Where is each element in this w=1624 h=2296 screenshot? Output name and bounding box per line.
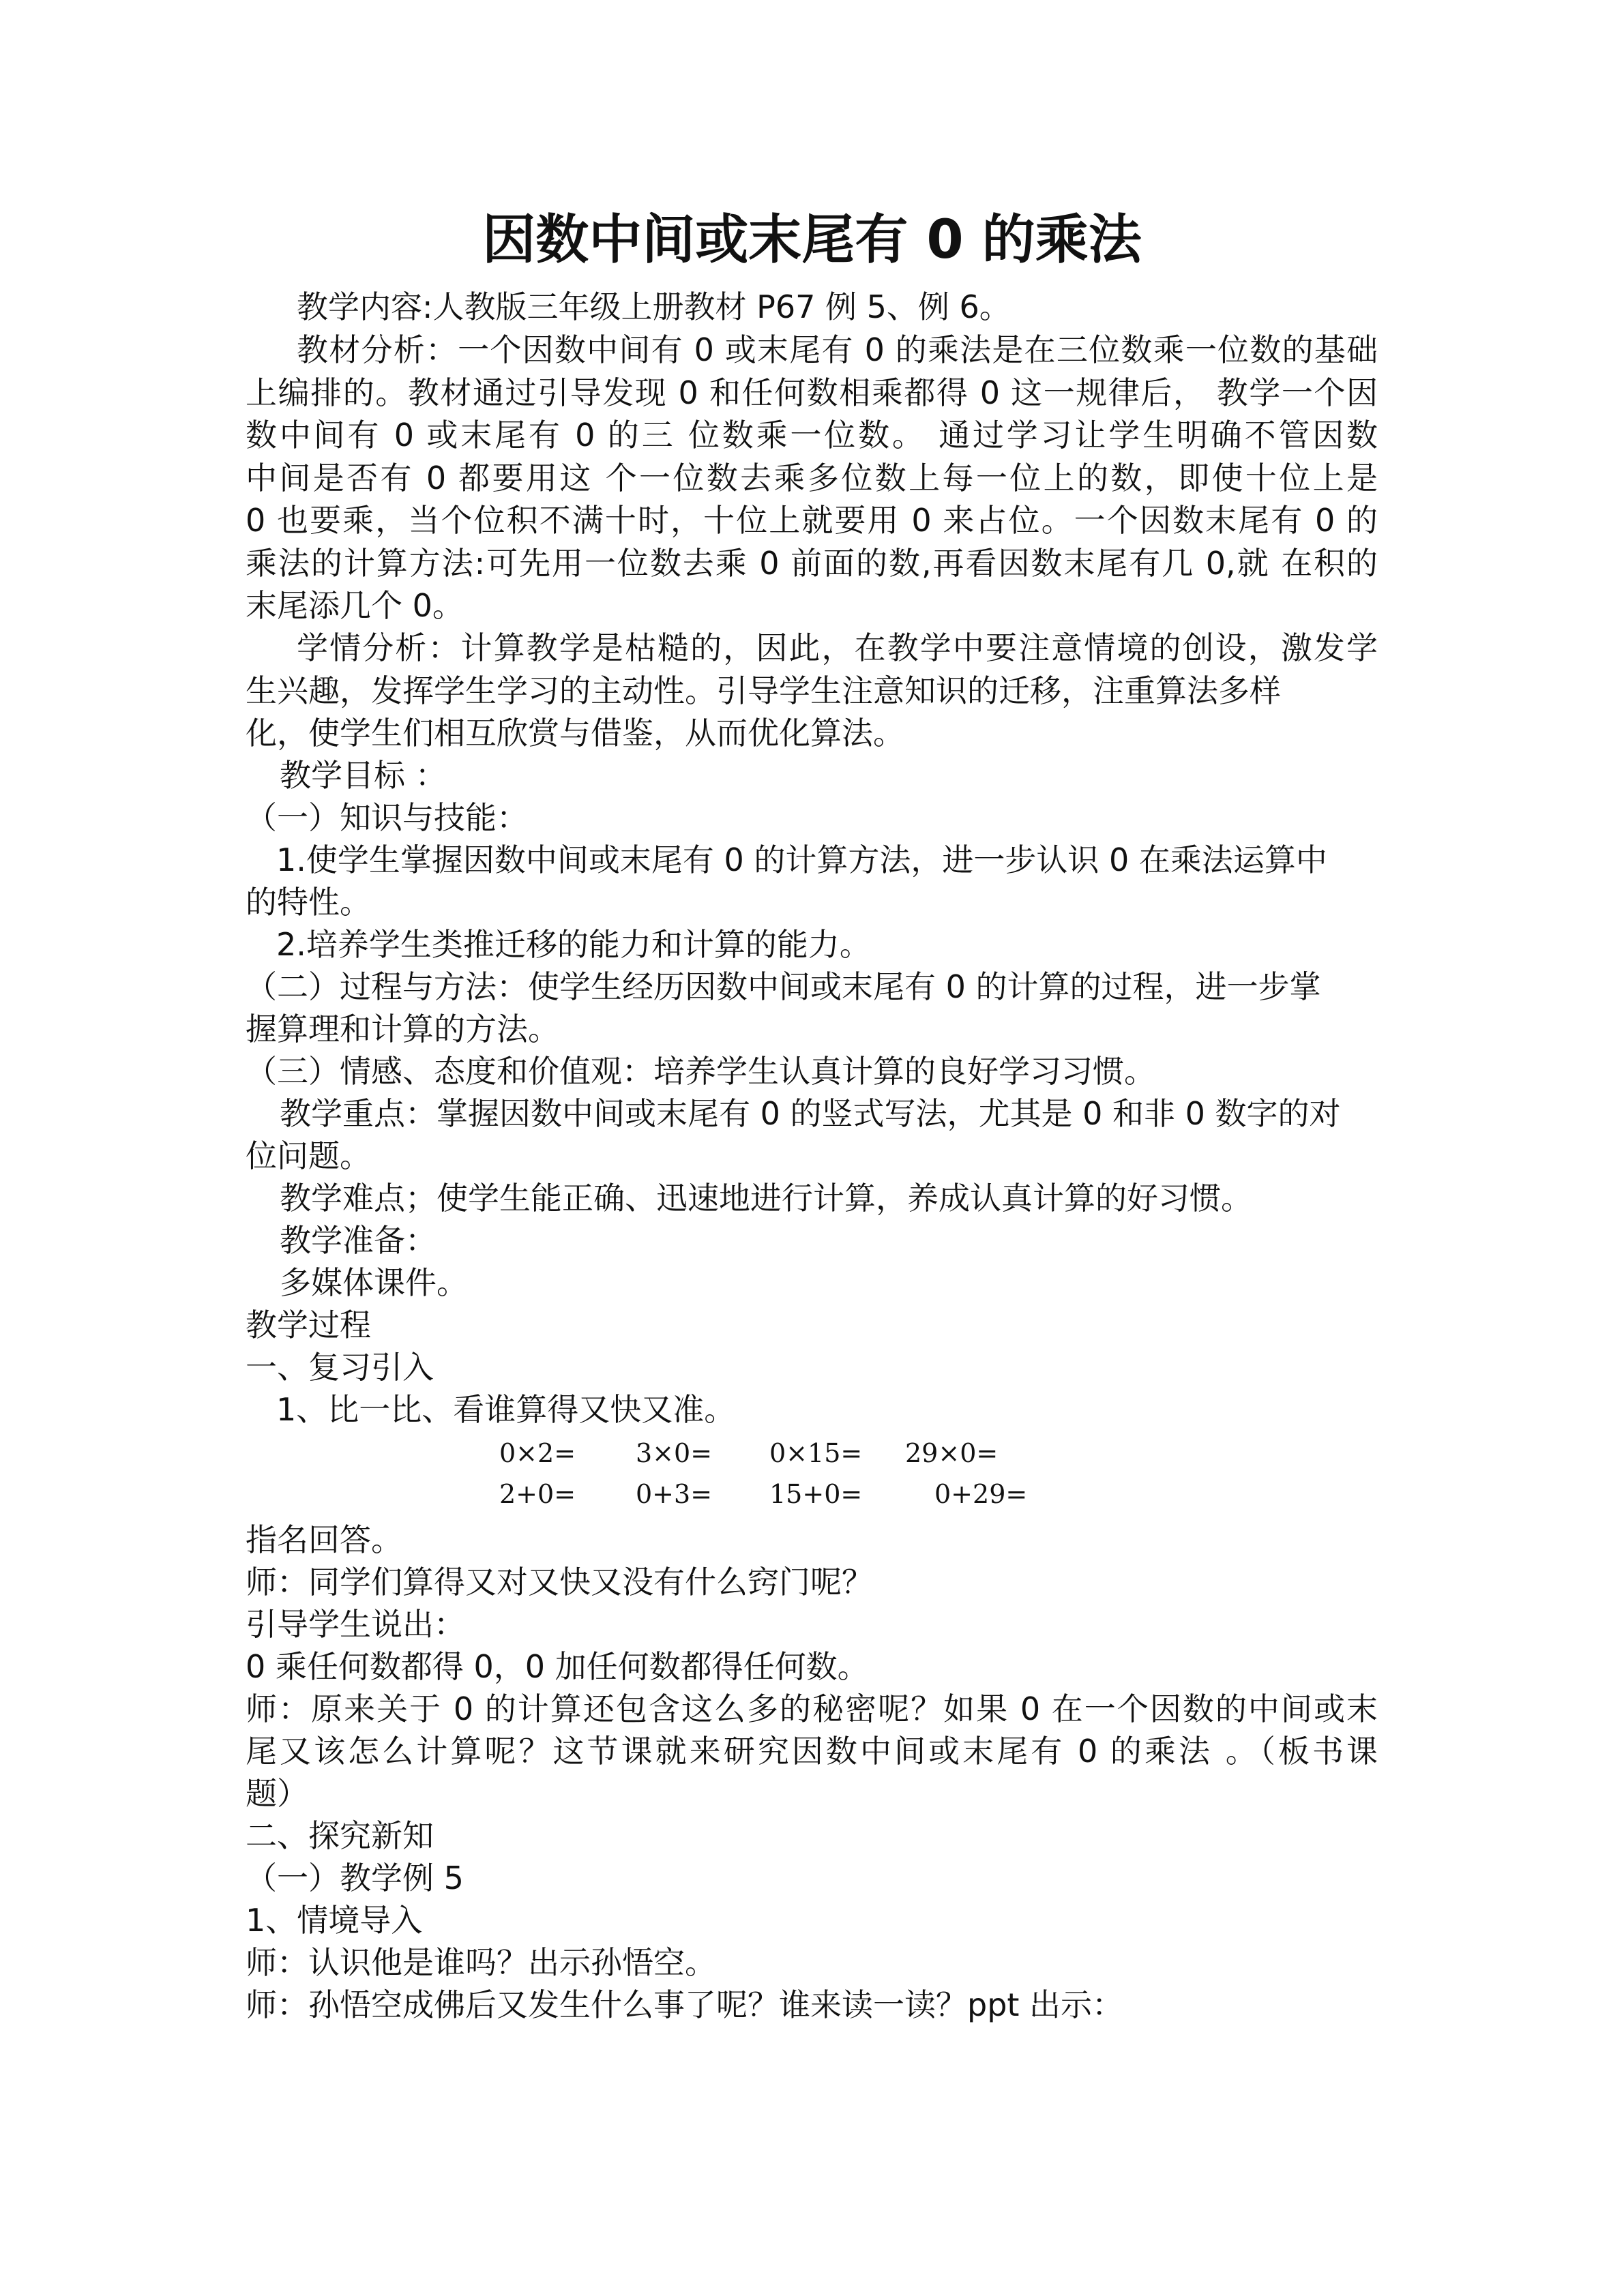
text-line: 教学目标 ： xyxy=(280,757,447,794)
text-line: （一）教学例 5 xyxy=(246,1860,464,1896)
text-line: 2.培养学生类推迁移的能力和计算的能力。 xyxy=(276,926,871,963)
section-heading: 二、探究新知 xyxy=(246,1817,434,1854)
text-line: （三）情感、态度和价值观：培养学生认真计算的良好学习习惯。 xyxy=(246,1053,1155,1090)
section-heading: 一、复习引入 xyxy=(246,1349,434,1386)
text-line: 尾又该怎么计算呢？这节课就来研究因数中间或末尾有 0 的乘法 。（板书课 xyxy=(246,1733,1378,1770)
section-heading: 教学过程 xyxy=(246,1307,371,1343)
text-line: 师：认识他是谁吗？出示孙悟空。 xyxy=(246,1944,716,1981)
text-line: 握算理和计算的方法。 xyxy=(246,1011,559,1047)
text-line: 指名回答。 xyxy=(246,1521,402,1558)
text-line: 引导学生说出： xyxy=(246,1606,465,1643)
text-line: 教学难点；使学生能正确、迅速地进行计算，养成认真计算的好习惯。 xyxy=(280,1180,1252,1217)
text-line: 数中间有 0 或末尾有 0 的三 位数乘一位数。 通过学习让学生明确不管因数 xyxy=(246,417,1378,453)
exercise-item: 29×0= xyxy=(905,1438,999,1468)
page-title: 因数中间或末尾有 0 的乘法 xyxy=(482,209,1142,271)
text-line: 生兴趣，发挥学生学习的主动性。引导学生注意知识的迁移，注重算法多样 xyxy=(246,672,1281,709)
exercise-item: 0×2= xyxy=(499,1438,576,1468)
text-line: 教学重点：掌握因数中间或末尾有 0 的竖式写法，尤其是 0 和非 0 数字的对 xyxy=(280,1095,1341,1132)
text-line: 中间是否有 0 都要用这 个一位数去乘多位数上每一位上的数，即使十位上是 xyxy=(246,460,1378,496)
exercise-item: 2+0= xyxy=(499,1479,576,1509)
exercise-item: 0+29= xyxy=(934,1479,1028,1509)
text-line: 乘法的计算方法:可先用一位数去乘 0 前面的数,再看因数末尾有几 0,就 在积的 xyxy=(246,545,1378,582)
text-line: 教材分析：一个因数中间有 0 或末尾有 0 的乘法是在三位数乘一位数的基础 xyxy=(297,331,1378,368)
text-line: 末尾添几个 0。 xyxy=(246,587,464,624)
text-line: 教学准备： xyxy=(280,1222,437,1259)
text-line: 多媒体课件。 xyxy=(280,1264,468,1301)
exercise-item: 15+0= xyxy=(769,1479,863,1509)
text-line: 教学内容:人教版三年级上册教材 P67 例 5、例 6。 xyxy=(297,288,1011,325)
text-line: 0 乘任何数都得 0，0 加任何数都得任何数。 xyxy=(246,1648,869,1685)
text-line: 0 也要乘，当个位积不满十时，十位上就要用 0 来占位。一个因数末尾有 0 的 xyxy=(246,502,1378,539)
text-line: 位问题。 xyxy=(246,1137,371,1174)
text-line: 师：同学们算得又对又快又没有什么窍门呢？ xyxy=(246,1564,873,1600)
text-line: （一）知识与技能： xyxy=(246,799,528,836)
text-line: 1、比一比、看谁算得又快又准。 xyxy=(276,1391,736,1428)
text-line: 1.使学生掌握因数中间或末尾有 0 的计算方法，进一步认识 0 在乘法运算中 xyxy=(276,841,1327,878)
exercise-item: 3×0= xyxy=(636,1438,713,1468)
exercise-item: 0×15= xyxy=(769,1438,863,1468)
text-line: 师：孙悟空成佛后又发生什么事了呢？谁来读一读？ppt 出示： xyxy=(246,1986,1124,2023)
text-line: 师：原来关于 0 的计算还包含这么多的秘密呢？如果 0 在一个因数的中间或末 xyxy=(246,1690,1378,1727)
text-line: 化，使学生们相互欣赏与借鉴，从而优化算法。 xyxy=(246,715,904,751)
text-line: 的特性。 xyxy=(246,884,371,921)
text-line: 上编排的。教材通过引导发现 0 和任何数相乘都得 0 这一规律后， 教学一个因 xyxy=(246,374,1378,411)
text-line: 学情分析：计算教学是枯糙的，因此，在教学中要注意情境的创设，激发学 xyxy=(297,629,1378,666)
text-line: 题） xyxy=(246,1775,308,1812)
text-line: （二）过程与方法：使学生经历因数中间或末尾有 0 的计算的过程，进一步掌 xyxy=(246,968,1321,1005)
exercise-item: 0+3= xyxy=(636,1479,713,1509)
text-line: 1、情境导入 xyxy=(246,1902,423,1939)
